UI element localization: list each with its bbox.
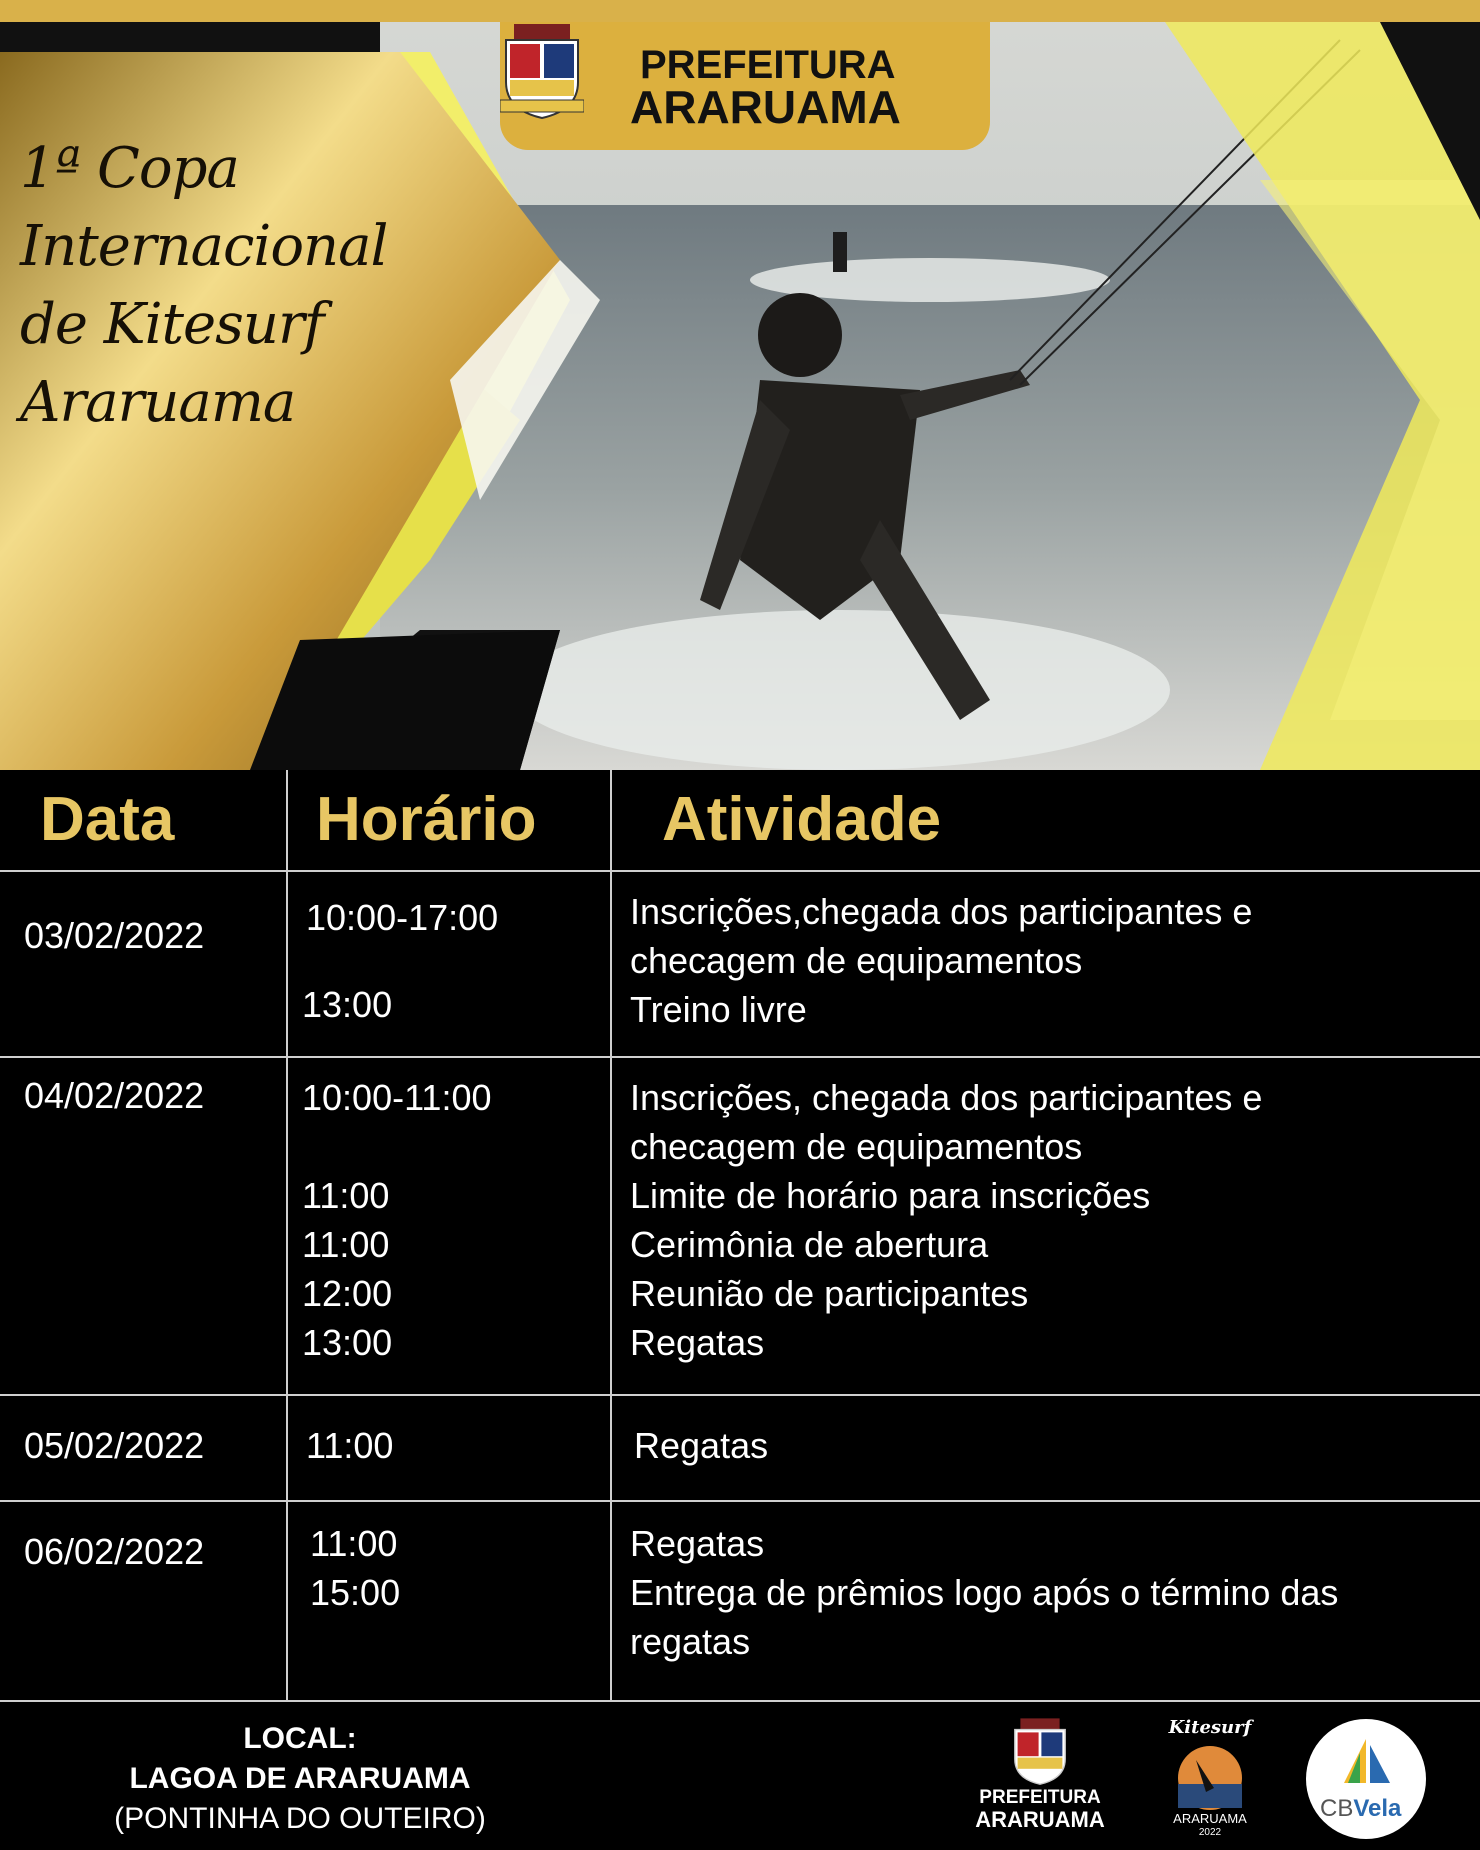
date-cell: 05/02/2022 bbox=[0, 1395, 287, 1501]
city-crest-icon bbox=[1005, 1717, 1075, 1787]
title-line-3: de Kitesurf bbox=[20, 292, 324, 357]
date-cell: 03/02/2022 bbox=[0, 871, 287, 1057]
logo-line-2: ARARUAMA bbox=[630, 81, 901, 133]
table-header-row bbox=[0, 770, 1480, 871]
kitesurf-logo-year: 2022 bbox=[1198, 1827, 1222, 1838]
kitesurf-logo-sub: ARARUAMA bbox=[1173, 1811, 1247, 1826]
time-cell: 11:00 15:00 bbox=[287, 1501, 611, 1701]
table-row bbox=[0, 1501, 1480, 1701]
activity-cell: Inscrições, chegada dos participantes e checagem de equipamentos Limite de horário para inscrições Cerimônia de abertura Reunião de participantes Regatas bbox=[611, 1057, 1480, 1395]
cbvela-prefix: CB bbox=[1320, 1795, 1354, 1822]
date-cell: 06/02/2022 bbox=[0, 1501, 287, 1701]
date-cell: 04/02/2022 bbox=[0, 1057, 287, 1395]
kitesurf-araruama-logo bbox=[1160, 1717, 1260, 1840]
header-data: Data bbox=[0, 770, 287, 871]
cbvela-logo bbox=[1306, 1719, 1426, 1839]
location-detail: (PONTINHA DO OUTEIRO) bbox=[114, 1802, 486, 1835]
time-cell: 11:00 bbox=[287, 1395, 611, 1501]
activity-cell: Regatas bbox=[611, 1395, 1480, 1501]
footer-logo-line-1: PREFEITURA bbox=[979, 1787, 1101, 1808]
time-cell: 10:00-11:00 11:00 11:00 12:00 13:00 bbox=[287, 1057, 611, 1395]
location-name: LAGOA DE ARARUAMA bbox=[129, 1762, 471, 1795]
prefeitura-footer-logo bbox=[965, 1717, 1115, 1831]
schedule-table bbox=[0, 770, 1480, 1702]
header-atividade: Atividade bbox=[611, 770, 1480, 871]
header-horario: Horário bbox=[287, 770, 611, 871]
kitesurfer-emblem-icon bbox=[1166, 1740, 1254, 1812]
title-line-4: Araruama bbox=[20, 370, 296, 435]
activity-cell: Inscrições,chegada dos participantes e checagem de equipamentos Treino livre bbox=[611, 871, 1480, 1057]
table-row bbox=[0, 1057, 1480, 1395]
footer bbox=[0, 1705, 1480, 1850]
city-crest-icon bbox=[500, 22, 584, 122]
time-cell: 10:00-17:00 13:00 bbox=[287, 871, 611, 1057]
table-row bbox=[0, 1395, 1480, 1501]
location-label: LOCAL: bbox=[243, 1722, 357, 1755]
hero-banner bbox=[0, 0, 1480, 770]
footer-logo-line-2: ARARUAMA bbox=[975, 1807, 1105, 1832]
title-line-2: Internacional bbox=[20, 214, 388, 279]
kitesurf-logo-title: Kitesurf bbox=[1168, 1717, 1252, 1738]
event-title bbox=[20, 130, 490, 442]
sail-icon bbox=[1336, 1739, 1396, 1789]
prefeitura-header-logo bbox=[500, 22, 990, 150]
activity-cell: Regatas Entrega de prêmios logo após o término das regatas bbox=[611, 1501, 1480, 1701]
logo-line-1: PREFEITURA bbox=[640, 43, 896, 87]
title-line-1: 1ª Copa bbox=[20, 136, 239, 201]
location-block bbox=[60, 1719, 540, 1839]
cbvela-word: Vela bbox=[1353, 1795, 1402, 1822]
table-row bbox=[0, 871, 1480, 1057]
